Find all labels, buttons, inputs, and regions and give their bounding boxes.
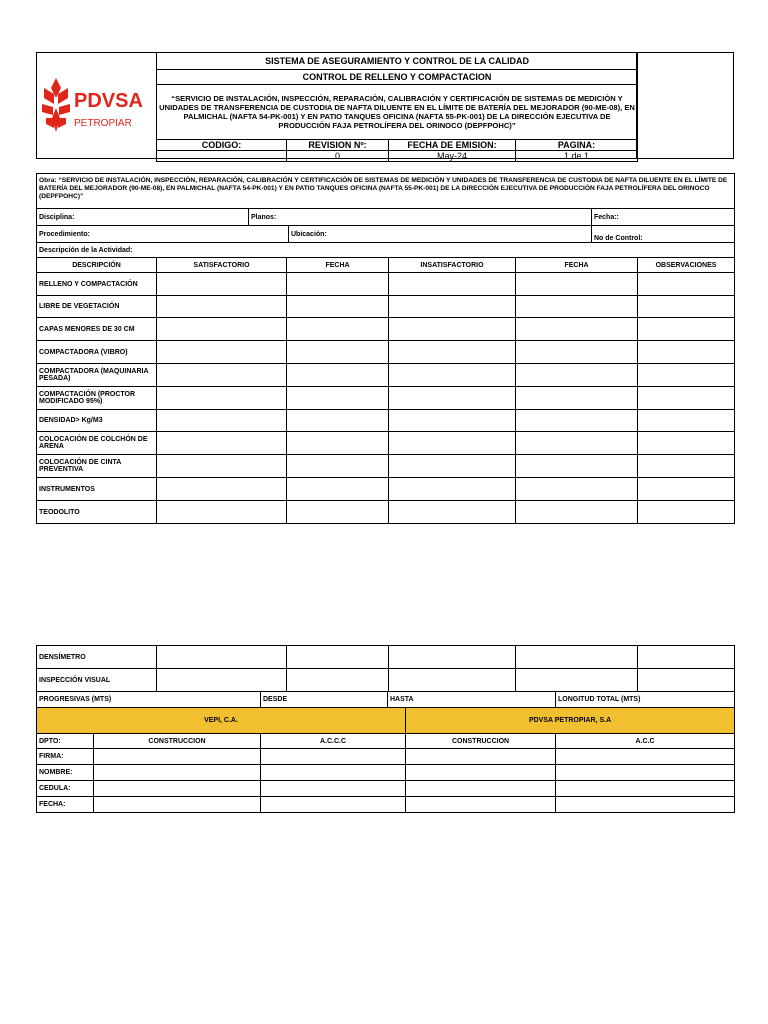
progresivas-label: PROGRESIVAS (MTS) <box>37 692 261 708</box>
nombre-label: NOMBRE: <box>37 765 94 781</box>
cell[interactable] <box>157 455 287 478</box>
row-label: DENSIDAD> Kg/M3 <box>37 410 157 432</box>
dpto-label: DPTO: <box>37 734 94 749</box>
codigo-label: CODIGO: <box>157 140 287 151</box>
col-descripcion: DESCRIPCIÓN <box>37 258 157 273</box>
cell[interactable] <box>287 669 389 692</box>
cell[interactable] <box>389 410 516 432</box>
table-row <box>37 478 735 501</box>
cell[interactable] <box>516 646 638 669</box>
cell[interactable] <box>287 478 389 501</box>
cell[interactable] <box>287 432 389 455</box>
construccion-vepi-label: CONSTRUCCION <box>94 734 261 749</box>
revision-value: 0 <box>287 151 389 162</box>
cell[interactable] <box>638 273 735 296</box>
row-label: COMPACTADORA (VIBRO) <box>37 341 157 364</box>
row-label: RELLENO Y COMPACTACIÓN <box>37 273 157 296</box>
cell[interactable] <box>157 432 287 455</box>
row-label: LIBRE DE VEGETACIÓN <box>37 296 157 318</box>
cell[interactable] <box>516 410 638 432</box>
cell[interactable] <box>389 432 516 455</box>
cell[interactable] <box>389 273 516 296</box>
revision-label: REVISION Nº: <box>287 140 389 151</box>
cell[interactable] <box>516 341 638 364</box>
cell[interactable] <box>406 749 556 765</box>
cell[interactable] <box>389 318 516 341</box>
cell[interactable] <box>261 749 406 765</box>
table-row <box>37 781 735 797</box>
cell[interactable] <box>556 765 735 781</box>
cell[interactable] <box>287 364 389 387</box>
cell[interactable] <box>157 364 287 387</box>
cell[interactable] <box>516 296 638 318</box>
descripcion-actividad-field[interactable]: Descripción de la Actividad: <box>37 243 735 258</box>
service-description: “SERVICIO DE INSTALACIÓN, INSPECCIÓN, REPARACIÓN, CALIBRACIÓN Y CERTIFICACIÓN DE SISTEMAS DE MEDICIÓN Y UNIDADES DE TRANSFERENCIA DE CUSTODIA DE NAFTA DILUENTE EN EL LÍMITE DE BATERÍA DEL MEJORADOR (90-ME-08), EN PALMICHAL (NAFTA 54-PK-001) Y EN PATIO TANQUES OFICINA (NAFTA 55-PK-001) DE LA DIRECCIÓN EJECUTIVA DE PRODUCCIÓN FAJA PETROLÍFERA DEL ORINOCO (DEPFPOHC)” <box>157 85 638 140</box>
cell[interactable] <box>287 646 389 669</box>
col-fecha-1: FECHA <box>287 258 389 273</box>
cell[interactable] <box>638 318 735 341</box>
cell[interactable] <box>389 478 516 501</box>
cell[interactable] <box>157 273 287 296</box>
cell[interactable] <box>556 749 735 765</box>
table-row <box>37 410 735 432</box>
cell[interactable] <box>638 646 735 669</box>
cell[interactable] <box>516 455 638 478</box>
table-row <box>37 273 735 296</box>
disciplina-field[interactable]: Disciplina: <box>37 209 249 226</box>
row-label: COMPACTADORA (MAQUINARIA PESADA) <box>37 364 157 387</box>
table-row <box>37 749 735 765</box>
table-row <box>37 501 735 524</box>
cell[interactable] <box>287 341 389 364</box>
table-row <box>37 341 735 364</box>
cell[interactable] <box>157 387 287 410</box>
cell[interactable] <box>389 341 516 364</box>
table-row <box>37 797 735 813</box>
table-row <box>37 387 735 410</box>
procedimiento-field[interactable]: Procedimiento: <box>37 226 289 243</box>
cell[interactable] <box>157 296 287 318</box>
ubicacion-field[interactable]: Ubicación: <box>289 226 592 243</box>
row-label: CAPAS MENORES DE 30 CM <box>37 318 157 341</box>
table-row <box>37 646 735 669</box>
cell[interactable] <box>157 478 287 501</box>
company-vepi: VEPI, C.A. <box>37 708 406 734</box>
cell[interactable] <box>261 797 406 813</box>
cell[interactable] <box>638 432 735 455</box>
logo-area <box>36 52 157 159</box>
cell[interactable] <box>287 387 389 410</box>
cell[interactable] <box>389 646 516 669</box>
cell[interactable] <box>157 646 287 669</box>
title-form: CONTROL DE RELLENO Y COMPACTACION <box>157 70 638 85</box>
col-fecha-2: FECHA <box>516 258 638 273</box>
cell[interactable] <box>638 387 735 410</box>
header-table <box>156 52 638 162</box>
cell[interactable] <box>516 273 638 296</box>
cell[interactable] <box>516 318 638 341</box>
construccion-pdvsa-label: CONSTRUCCION <box>406 734 556 749</box>
cell[interactable] <box>287 410 389 432</box>
instruments-table <box>36 645 735 692</box>
fecha-emision-value: May-24 <box>389 151 516 162</box>
cell[interactable] <box>638 410 735 432</box>
cell[interactable] <box>516 387 638 410</box>
cell[interactable] <box>94 797 261 813</box>
cell[interactable] <box>638 364 735 387</box>
table-row <box>37 432 735 455</box>
codigo-value <box>157 151 287 162</box>
pdvsa-sun-icon <box>40 74 72 134</box>
row-label: INSTRUMENTOS <box>37 478 157 501</box>
logo-text: PDVSA <box>74 90 143 112</box>
cell[interactable] <box>287 455 389 478</box>
hasta-field[interactable]: HASTA <box>388 692 556 708</box>
fecha-firma-label: FECHA: <box>37 797 94 813</box>
cell[interactable] <box>516 364 638 387</box>
info-table <box>36 173 735 258</box>
cell[interactable] <box>389 455 516 478</box>
cell[interactable] <box>389 501 516 524</box>
cell[interactable] <box>157 669 287 692</box>
checklist-header-row <box>37 258 735 273</box>
logo-subtext: PETROPIAR <box>74 118 132 129</box>
cell[interactable] <box>389 387 516 410</box>
cell[interactable] <box>157 318 287 341</box>
cell[interactable] <box>516 478 638 501</box>
cell[interactable] <box>638 478 735 501</box>
longitud-total-field[interactable]: LONGITUD TOTAL (MTS) <box>556 692 735 708</box>
col-satisfactorio: SATISFACTORIO <box>157 258 287 273</box>
cell[interactable] <box>406 781 556 797</box>
accc-vepi-label: A.C.C.C <box>261 734 406 749</box>
row-label: INSPECCIÓN VISUAL <box>37 669 157 692</box>
cell[interactable] <box>638 501 735 524</box>
row-label: TEODOLITO <box>37 501 157 524</box>
cell[interactable] <box>556 797 735 813</box>
no-control-field[interactable]: No de Control: <box>592 226 735 243</box>
table-row <box>37 364 735 387</box>
table-row <box>37 765 735 781</box>
col-insatisfactorio: INSATISFACTORIO <box>389 258 516 273</box>
fecha-emision-label: FECHA DE EMISION: <box>389 140 516 151</box>
cell[interactable] <box>389 669 516 692</box>
obra-field[interactable]: Obra: “SERVICIO DE INSTALACIÓN, INSPECCIÓN, REPARACIÓN, CALIBRACIÓN Y CERTIFICACIÓN DE SISTEMAS DE MEDICIÓN Y UNIDADES DE TRANSFERENCIA DE CUSTODIA DE NAFTA DILUENTE EN EL LÍMITE DE BATERÍA DEL MEJORADOR (90-ME-08), EN PALMICHAL (NAFTA 54-PK-001) Y EN PATIO TANQUES OFICINA (NAFTA 55-PK-001) DE LA DIRECCIÓN EJECUTIVA DE PRODUCCIÓN FAJA PETROLÍFERA DEL ORINOCO (DEPFPOHC)” <box>37 174 735 209</box>
cell[interactable] <box>638 296 735 318</box>
cell[interactable] <box>389 296 516 318</box>
cell[interactable] <box>389 364 516 387</box>
table-row <box>37 318 735 341</box>
cell[interactable] <box>638 455 735 478</box>
title-system: SISTEMA DE ASEGURAMIENTO Y CONTROL DE LA CALIDAD <box>157 53 638 70</box>
row-label: COLOCACIÓN DE COLCHÓN DE ARENA <box>37 432 157 455</box>
cell[interactable] <box>516 432 638 455</box>
cell[interactable] <box>157 501 287 524</box>
pagina-label: PAGINA: <box>516 140 638 151</box>
cell[interactable] <box>406 765 556 781</box>
cell[interactable] <box>638 669 735 692</box>
cell[interactable] <box>287 273 389 296</box>
company-pdvsa-petropiar: PDVSA PETROPIAR, S.A <box>406 708 735 734</box>
pagina-value: 1 de 1 <box>516 151 638 162</box>
cell[interactable] <box>94 781 261 797</box>
cell[interactable] <box>261 765 406 781</box>
cedula-label: CEDULA: <box>37 781 94 797</box>
cell[interactable] <box>157 410 287 432</box>
cell[interactable] <box>287 318 389 341</box>
cell[interactable] <box>516 669 638 692</box>
table-row <box>37 455 735 478</box>
row-label: COMPACTACIÓN (PROCTOR MODIFICADO 95%) <box>37 387 157 410</box>
row-label: COLOCACIÓN DE CINTA PREVENTIVA <box>37 455 157 478</box>
table-row <box>37 296 735 318</box>
cell[interactable] <box>287 296 389 318</box>
cell[interactable] <box>287 501 389 524</box>
cell[interactable] <box>261 781 406 797</box>
firma-label: FIRMA: <box>37 749 94 765</box>
cell[interactable] <box>94 749 261 765</box>
cell[interactable] <box>556 781 735 797</box>
checklist-table <box>36 257 735 524</box>
row-label: DENSÍMETRO <box>37 646 157 669</box>
desde-field[interactable]: DESDE <box>261 692 388 708</box>
progresivas-table <box>36 691 735 708</box>
table-row <box>37 669 735 692</box>
cell[interactable] <box>157 341 287 364</box>
signatures-table <box>36 707 735 813</box>
cell[interactable] <box>638 341 735 364</box>
planos-field[interactable]: Planos: <box>249 209 592 226</box>
col-observaciones: OBSERVACIONES <box>638 258 735 273</box>
cell[interactable] <box>406 797 556 813</box>
acc-pdvsa-label: A.C.C <box>556 734 735 749</box>
cell[interactable] <box>516 501 638 524</box>
cell[interactable] <box>94 765 261 781</box>
fecha-field[interactable]: Fecha:: <box>592 209 735 226</box>
